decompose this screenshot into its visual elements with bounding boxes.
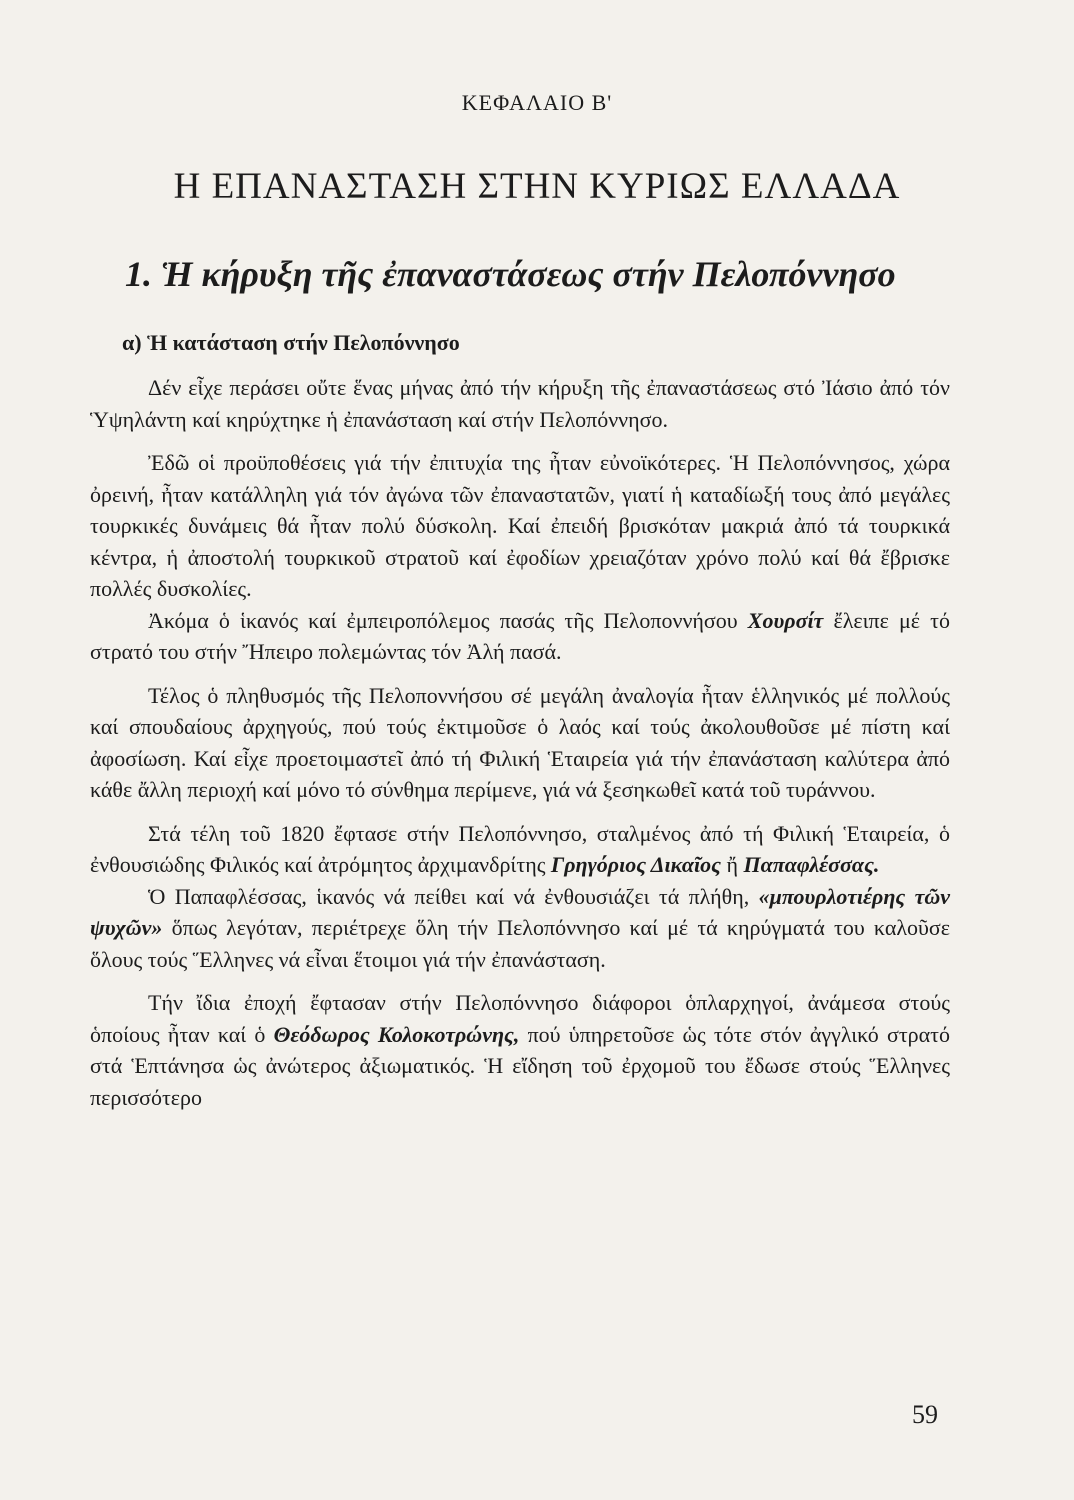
paragraph-5-conjunction: ἤ: [726, 852, 738, 877]
body-text: [90, 372, 950, 1113]
paragraph-7: [90, 987, 950, 1113]
paragraph-1: Δέν εἶχε περάσει οὔτε ἕνας μήνας ἀπό τήν κήρυξη τῆς ἐπαναστάσεως στό Ἰάσιο ἀπό τόν Ὑψηλάντη καί κηρύχτηκε ἡ ἐπανάσταση καί στήν Πελοπόννησο.: [90, 375, 950, 432]
paragraph-6-text-end: ὅπως λεγόταν, περιέτρεχε ὅλη τήν Πελοπόννησο καί μέ τά κηρύγματά του καλοῦσε ὅλους τούς Ἕλληνες νά εἶναι ἕτοιμοι γιά τήν ἐπανάσταση.: [90, 915, 951, 972]
name-khursit: Χουρσίτ: [747, 607, 824, 633]
chapter-title: Η ΕΠΑΝΑΣΤΑΣΗ ΣΤΗΝ ΚΥΡΙΩΣ ΕΛΛΑΔΑ: [173, 166, 901, 207]
paragraph-5-text-start: Στά τέλη τοῦ 1820 ἔφτασε στήν Πελοπόννησο, σταλμένος ἀπό τή Φιλική Ἑταιρεία, ὁ ἐνθουσιώδης Φιλικός καί ἀτρόμητος ἀρχιμανδρίτης: [90, 820, 950, 877]
paragraph-5: [90, 818, 950, 881]
section-heading: 1. Ἡ κήρυξη τῆς ἐπαναστάσεως στήν Πελοπόννησο: [125, 254, 896, 294]
paragraph-3: [90, 605, 950, 668]
quote-epithet: «μπουρλοτιέρης τῶν ψυχῶν»: [90, 883, 951, 940]
name-kolokotronis: Θεόδωρος Κολοκοτρώνης,: [273, 1021, 520, 1047]
chapter-label: ΚΕΦΑΛΑΙΟ Β': [461, 90, 613, 115]
name-grigorios-dikaios: Γρηγόριος Δικαῖος: [550, 852, 721, 877]
paragraph-3-text-end: ἔλειπε μέ τό στρατό του στήν Ἤπειρο πολεμώντας τόν Ἀλή πασά.: [90, 607, 950, 664]
paragraph-4: Τέλος ὁ πληθυσμός τῆς Πελοποννήσου σέ μεγάλη ἀναλογία ἦταν ἑλληνικός μέ πολλούς καί σπουδαίους ἀρχηγούς, πού τούς ἐκτιμοῦσε ὁ λαός καί τούς ἀκολουθοῦσε μέ πίστη καί ἀφοσίωση. Καί εἶχε προετοιμαστεῖ ἀπό τή Φιλική Ἑταιρεία γιά τήν ἐπανάσταση καλύτερα ἀπό κάθε ἄλλη περιοχή καί μόνο τό σύνθημα περίμενε, γιά νά ξεσηκωθεῖ κατά τοῦ τυράννου.: [90, 682, 950, 802]
paragraph-7-text-start: Τήν ἴδια ἐποχή ἔφτασαν στήν Πελοπόννησο διάφοροι ὁπλαρχηγοί, ἀνάμεσα στούς ὁποίους ἦταν καί ὁ: [90, 990, 950, 1047]
subsection-heading: α) Ἡ κατάσταση στήν Πελοπόννησο: [122, 330, 460, 355]
paragraph-3-text-start: Ἀκόμα ὁ ἱκανός καί ἐμπειροπόλεμος πασάς τῆς Πελοποννήσου: [148, 607, 738, 633]
name-papaflessas: Παπαφλέσσας.: [743, 852, 880, 877]
page-number: 59: [912, 1400, 938, 1429]
paragraph-6: [90, 881, 950, 976]
paragraph-6-text-start: Ὁ Παπαφλέσσας, ἱκανός νά πείθει καί νά ἐνθουσιάζει τά πλήθη,: [148, 883, 750, 909]
paragraph-2: Ἐδῶ οἱ προϋποθέσεις γιά τήν ἐπιτυχία της ἦταν εὐνοϊκότερες. Ἡ Πελοπόννησος, χώρα ὀρεινή, ἦταν κατάλληλη γιά τόν ἀγώνα τῶν ἐπαναστατῶν, γιατί ἡ καταδίωξή τους ἀπό μεγάλες τουρκικές δυνάμεις θά ἦταν πολύ δύσκολη. Καί ἐπειδή βρισκόταν μακριά ἀπό τά τουρκικά κέντρα, ἡ ἀποστολή τουρκικοῦ στρατοῦ καί ἐφοδίων χρειαζόταν χρόνο πολύ καί θά ἔβρισκε πολλές δυσκολίες.: [90, 450, 950, 601]
paragraph-7-text-end: πού ὑπηρετοῦσε ὡς τότε στόν ἀγγλικό στρατό στά Ἑπτάνησα ὡς ἀνώτερος ἀξιωματικός. Ἡ εἴδηση τοῦ ἐρχομοῦ του ἔδωσε στούς Ἕλληνες περισσότερο: [90, 1021, 951, 1110]
